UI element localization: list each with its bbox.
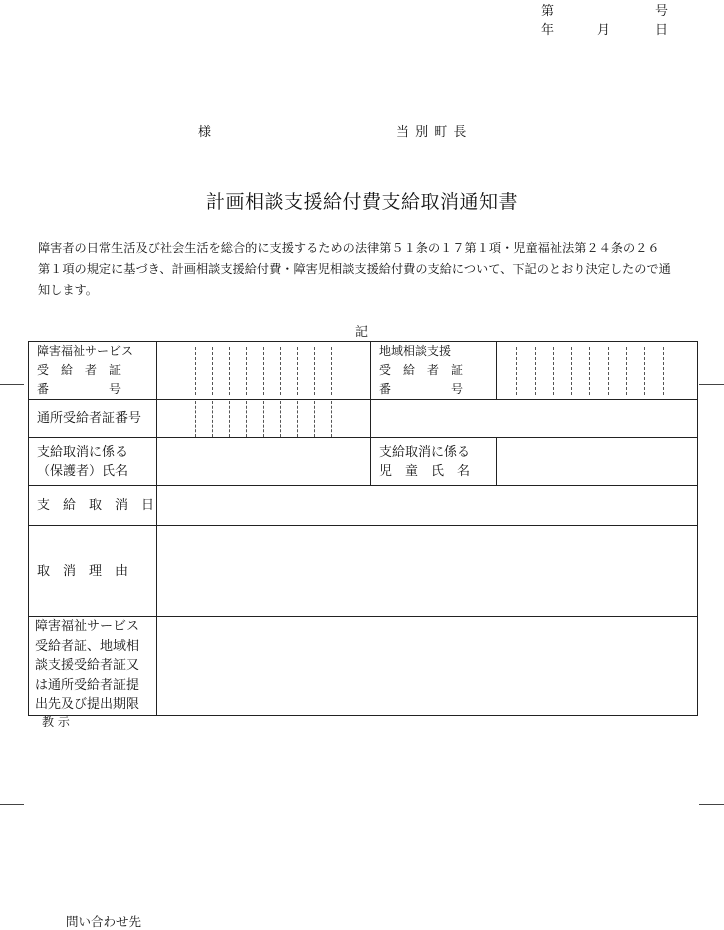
row-cancel-date (29, 486, 698, 526)
label-submission-destination (29, 617, 157, 716)
number-suffix: 号 (654, 4, 668, 19)
row-cancel-reason (29, 526, 698, 617)
contact-heading: 問い合わせ先 (66, 914, 142, 929)
label-line: 出先及び提出期限 (35, 697, 140, 713)
row-certificate-numbers (29, 342, 698, 400)
label-cancel-date: 支 給 取 消 日 (29, 486, 157, 526)
label-line: 番 号 (379, 382, 464, 396)
cut-mark-right-upper (699, 384, 724, 385)
submission-destination-field[interactable] (157, 617, 698, 716)
label-line: 地域相談支援 (379, 344, 452, 358)
body-line-2: 第１項の規定に基づき、計画相談支援給付費・障害児相談支援給付費の支給について、下記のとおり決定したので通 (38, 262, 671, 276)
kyouji-heading: 教 示 (42, 715, 70, 729)
number-prefix: 第 (541, 4, 555, 19)
label-welfare-certificate-number (29, 342, 157, 400)
row-names (29, 438, 698, 486)
cancel-reason-field[interactable] (157, 526, 698, 617)
row-daycare-certificate (29, 400, 698, 438)
body-line-1: 障害者の日常生活及び社会生活を総合的に支援するための法律第５１条の１７第１項・児童福祉法第２４条の２６ (38, 241, 660, 255)
daycare-certificate-blank (371, 400, 698, 438)
cancel-date-field[interactable] (157, 486, 698, 526)
label-line: 障害福祉サービス (37, 344, 134, 358)
label-line: 番 号 (37, 382, 122, 396)
label-guardian-name (29, 438, 157, 486)
child-name-field[interactable] (497, 438, 698, 486)
date-year: 年 (541, 23, 555, 38)
label-line: 支給取消に係る (37, 444, 129, 460)
cut-mark-left-upper (0, 384, 24, 385)
cut-mark-right-lower (699, 804, 724, 805)
guardian-name-field[interactable] (157, 438, 371, 486)
label-child-name (371, 438, 497, 486)
community-certificate-number-boxes[interactable] (497, 342, 698, 400)
label-line: は通所受給者証提 (35, 677, 140, 693)
label-cancel-reason: 取 消 理 由 (29, 526, 157, 617)
date-month: 月 (597, 23, 611, 38)
body-line-3: 知します。 (38, 283, 98, 297)
label-line: 受 給 者 証 (37, 363, 122, 377)
label-line: 受 給 者 証 (379, 363, 464, 377)
label-line: 談支援受給者証又 (35, 658, 140, 674)
label-daycare-certificate-number: 通所受給者証番号 (29, 400, 157, 438)
label-line: 児 童 氏 名 (379, 463, 471, 479)
notice-body (38, 238, 698, 301)
document-title: 計画相談支援給付費支給取消通知書 (205, 191, 518, 213)
label-line: 障害福祉サービス (35, 619, 140, 635)
label-line: （保護者）氏名 (37, 463, 129, 479)
label-line: 支給取消に係る (379, 444, 471, 460)
notice-table (28, 341, 698, 716)
cut-mark-left-lower (0, 804, 24, 805)
welfare-certificate-number-boxes[interactable] (157, 342, 371, 400)
issuer-name: 当 別 町 長 (396, 125, 468, 140)
recipient-honorific: 様 (198, 125, 212, 140)
label-community-certificate-number (371, 342, 497, 400)
row-submission (29, 617, 698, 716)
label-line: 受給者証、地域相 (35, 638, 140, 654)
ki-heading: 記 (355, 325, 369, 340)
date-day: 日 (655, 23, 669, 38)
document-number (541, 0, 668, 19)
daycare-certificate-number-boxes[interactable] (157, 400, 371, 438)
